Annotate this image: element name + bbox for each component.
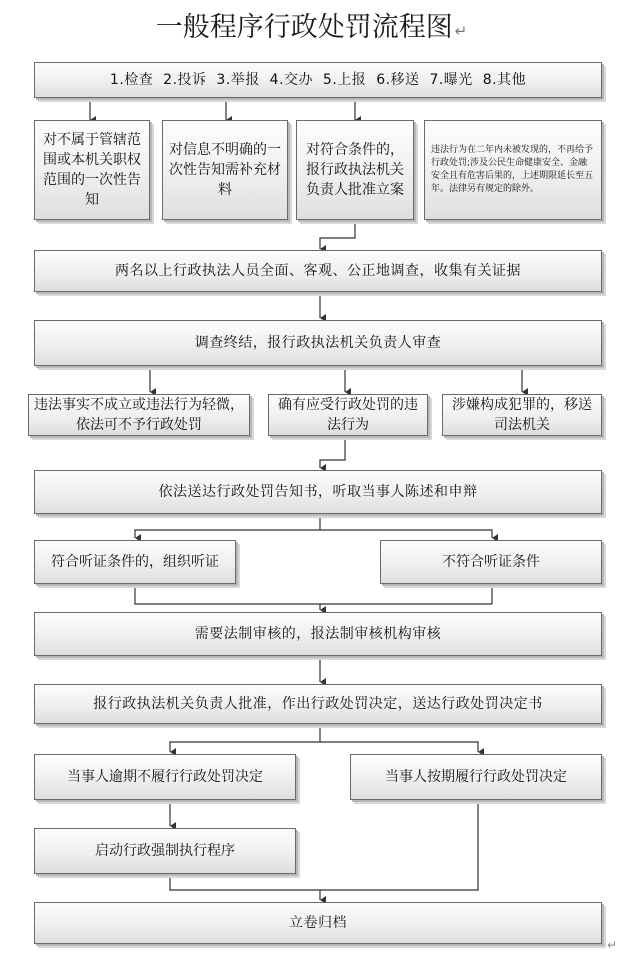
investigation-box	[34, 250, 602, 292]
notification-box	[34, 470, 602, 514]
penalty-box	[268, 394, 428, 436]
overdue-box	[34, 754, 296, 800]
penalty-text: 确有应受行政处罚的违法行为	[278, 397, 418, 433]
decision-box	[34, 684, 602, 724]
no-penalty-box	[28, 394, 250, 436]
crime-transfer-box	[442, 394, 602, 436]
archive-box	[34, 902, 602, 944]
statute-of-limitations-text: 违法行为在二年内未被发现的，不再给予行政处罚;涉及公民生命健康安全、金融安全且有危害后果的，上述期限延长至五年。法律另有规定的除外。	[431, 145, 594, 194]
investigation-text: 两名以上行政执法人员全面、客观、公正地调查，收集有关证据	[115, 263, 521, 279]
notice-out-of-scope-box	[34, 120, 150, 220]
notice-unclear-info-box	[162, 120, 288, 220]
on-time-box	[350, 754, 602, 800]
crime-transfer-text: 涉嫌构成犯罪的，移送司法机关	[452, 397, 592, 433]
enforcement-box	[34, 828, 296, 874]
hearing-ineligible-text: 不符合听证条件	[442, 554, 540, 570]
hearing-ineligible-box	[380, 540, 602, 584]
statute-of-limitations-note	[424, 120, 602, 220]
overdue-text: 当事人逾期不履行行政处罚决定	[67, 769, 263, 785]
notice-file-case-box	[296, 120, 414, 220]
decision-text: 报行政执法机关负责人批准，作出行政处罚决定，送达行政处罚决定书	[93, 696, 543, 712]
notice-out-of-scope-text: 对不属于管辖范围或本机关职权范围的一次性告知	[43, 132, 141, 208]
archive-text: 立卷归档	[289, 915, 347, 931]
enforcement-text: 启动行政强制执行程序	[95, 843, 235, 859]
page-title: 一般程序行政处罚流程图 ↵	[155, 12, 468, 43]
review-text: 调查终结，报行政执法机关负责人审查	[194, 335, 442, 351]
legal-review-text: 需要法制审核的，报法制审核机构审核	[194, 626, 442, 642]
case-sources-box	[34, 62, 602, 98]
no-penalty-text: 违法事实不成立或违法行为轻微，依法可不予行政处罚	[34, 397, 244, 433]
notice-file-case-text: 对符合条件的，报行政执法机关负责人批准立案	[306, 142, 404, 198]
paragraph-mark: ↵	[606, 938, 617, 952]
notification-text: 依法送达行政处罚告知书，听取当事人陈述和申辩	[158, 484, 478, 500]
case-sources-text: 1.检查 2.投诉 3.举报 4.交办 5.上报 6.移送 7.曝光 8.其他	[109, 72, 527, 88]
review-box	[34, 320, 602, 366]
legal-review-box	[34, 612, 602, 656]
notice-unclear-info-text: 对信息不明确的一次性告知需补充材料	[169, 142, 281, 198]
hearing-eligible-box	[34, 540, 236, 584]
on-time-text: 当事人按期履行行政处罚决定	[385, 769, 567, 785]
hearing-eligible-text: 符合听证条件的，组织听证	[51, 554, 219, 570]
